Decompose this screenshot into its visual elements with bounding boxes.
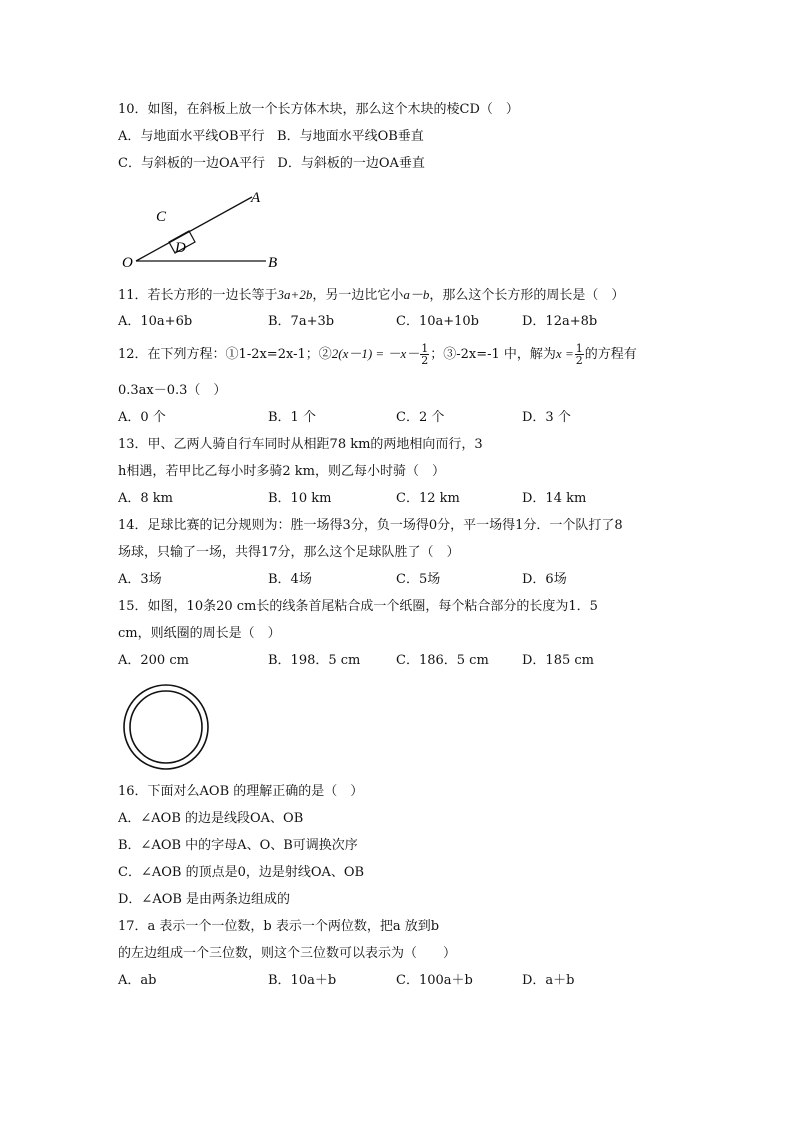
q11-expr1: 3a+2b (277, 287, 313, 302)
q12-fraction-half: $\frac{1}{2}$ (421, 342, 429, 367)
ring-outer (124, 685, 208, 769)
q10-stem: 10．如图，在斜板上放一个长方体木块，那么这个木块的棱CD（ ） (118, 102, 519, 117)
q11-option-a: A．10a+6b (118, 314, 193, 329)
q14-option-c: C．5场 (396, 572, 441, 587)
q14-stem-line1: 14．足球比赛的记分规则为：胜一场得3分，负一场得0分，平一场得1分．一个队打了8 (118, 518, 623, 533)
q13-stem-line2: h相遇，若甲比乙每小时多骑2 km，则乙每小时骑（ ） (118, 464, 445, 479)
q12-option-a: A．0 个 (118, 410, 166, 425)
ring-inner (130, 691, 202, 763)
q17-option-d: D．a＋b (522, 973, 575, 988)
q17-stem-line1: 17．a 表示一个一位数，b 表示一个两位数，把a 放到b (118, 919, 440, 934)
q11-option-d: D．12a+8b (522, 314, 598, 329)
q13-option-b: B．10 km (268, 491, 332, 506)
q16-option-b: B．∠AOB 中的字母A、O、B可调换次序 (118, 838, 358, 853)
q12-option-b: B．1 个 (268, 410, 316, 425)
q10-option-a: A．与地面水平线OB平行 (118, 129, 265, 144)
q16-stem: 16．下面对么AOB 的理解正确的是（ ） (118, 784, 364, 799)
q14-option-a: A．3场 (118, 572, 162, 587)
q12-option-c: C．2 个 (396, 410, 445, 425)
q15-option-b: B．198．5 cm (268, 653, 361, 668)
q17-stem-line2: 的左边组成一个三位数，则这个三位数可以表示为（ ） (118, 946, 457, 961)
label-c: C (156, 209, 167, 225)
incline-line-oa (136, 197, 252, 261)
q15-option-d: D．185 cm (522, 653, 594, 668)
q14-stem-line2: 场球，只输了一场，共得17分，那么这个足球队胜了（ ） (118, 545, 460, 560)
q13-option-a: A．8 km (118, 491, 173, 506)
q16-option-a: A．∠AOB 的边是线段OA、OB (118, 811, 304, 826)
q15-stem-line2: cm，则纸圈的周长是（ ） (118, 626, 281, 641)
q11-expr2: a－b (403, 287, 430, 302)
q12-stem-line2: 0.3ax－0.3（ ） (118, 383, 227, 398)
q15-stem-line1: 15．如图，10条20 cm长的线条首尾粘合成一个纸圈，每个粘合部分的长度为1．5 (118, 599, 598, 614)
q15-option-c: C．186．5 cm (396, 653, 489, 668)
q10-option-c: C．与斜板的一边OA平行 (118, 156, 265, 171)
q17-option-b: B．10a＋b (268, 973, 337, 988)
q10-incline-figure (118, 185, 298, 270)
q12-option-d: D．3 个 (522, 410, 571, 425)
q12-stem: 12．在下列方程：①1-2x=2x-1；②2(x－1) = －x－ $\frac{1}{2}$ ；③-2x=-1 中，解为x = $\frac{1}{2}$ 的方程有 (118, 342, 637, 367)
q17-option-a: A．ab (118, 973, 157, 988)
q14-option-d: D．6场 (522, 572, 567, 587)
q16-option-d: D．∠AOB 是由两条边组成的 (118, 892, 291, 907)
q17-option-c: C．100a＋b (396, 973, 473, 988)
q15-option-a: A．200 cm (118, 653, 189, 668)
q12-eq2: 2(x－1) = －x－ (331, 346, 420, 361)
label-o: O (122, 255, 133, 270)
q13-option-c: C．12 km (396, 491, 460, 506)
label-d: D (175, 240, 186, 256)
q11-option-c: C．10a+10b (396, 314, 479, 329)
q16-option-c: C．∠AOB 的顶点是0，边是射线OA、OB (118, 865, 365, 880)
q13-stem-line1: 13．甲、乙两人骑自行车同时从相距78 km的两地相向而行，3 (118, 437, 483, 452)
q10-option-d: D．与斜板的一边OA垂直 (277, 156, 425, 171)
q13-option-d: D．14 km (522, 491, 587, 506)
label-a: A (251, 190, 261, 206)
q10-options-row2 (118, 155, 425, 173)
q11-stem: 11．若长方形的一边长等于3a+2b，另一边比它小a－b，那么这个长方形的周长是（ ） (118, 287, 625, 303)
q15-paper-ring-figure (120, 682, 214, 772)
q14-option-b: B．4场 (268, 572, 312, 587)
q12-solution-fraction: $\frac{1}{2}$ (575, 342, 583, 367)
q11-option-b: B．7a+3b (268, 314, 335, 329)
label-b: B (268, 255, 278, 270)
q10-option-b: B．与地面水平线OB垂直 (277, 129, 424, 144)
q10-options-row1 (118, 128, 424, 146)
